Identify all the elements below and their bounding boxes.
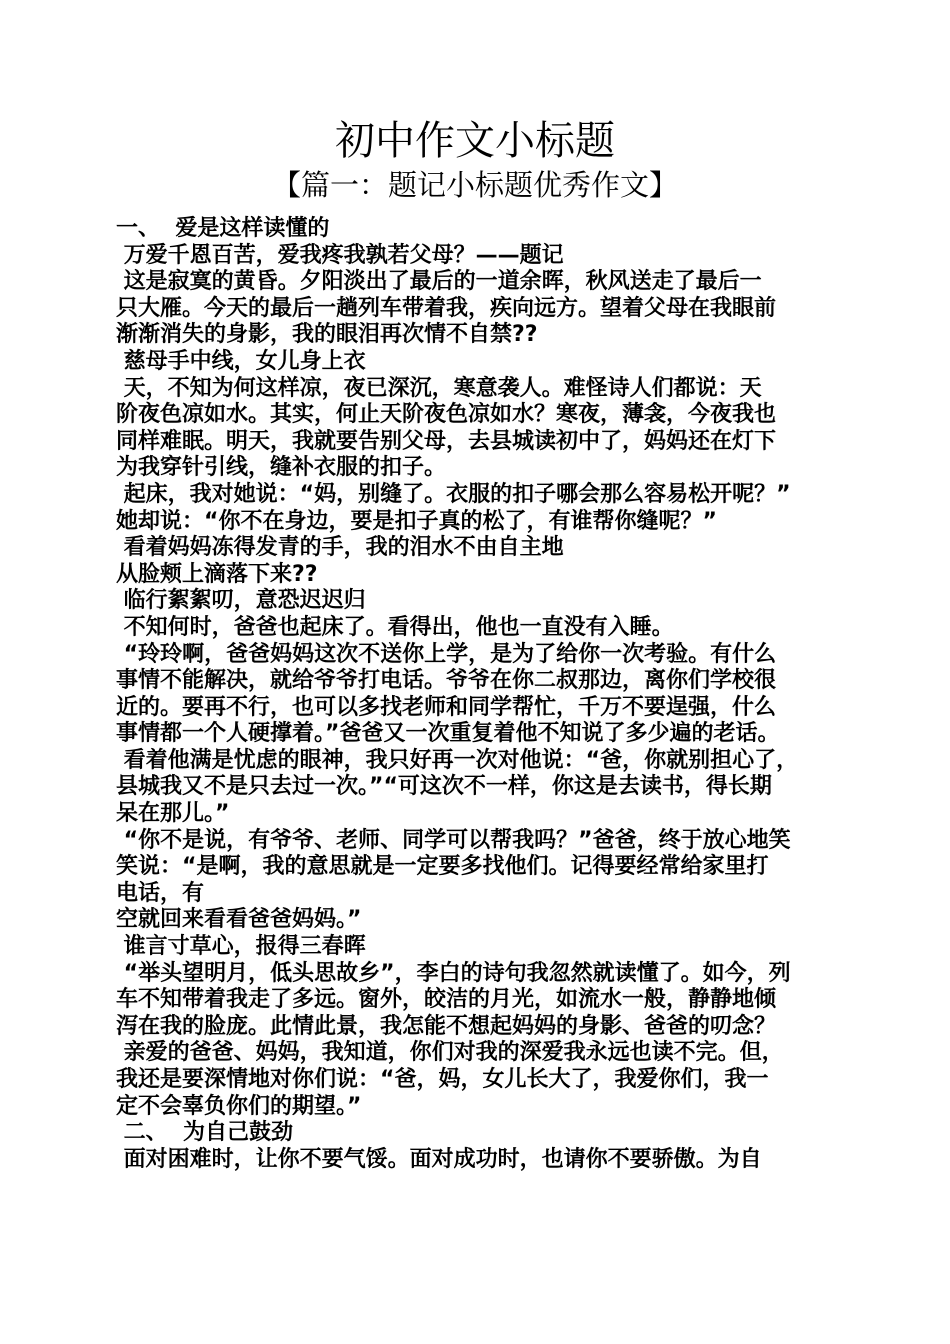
text-line: 呆在那儿。” xyxy=(116,801,230,827)
text-line: 谁言寸草心，报得三春晖 xyxy=(116,934,366,960)
text-line: 事情不能解决，就给爷爷打电话。爷爷在你二叔那边，离你们学校很 xyxy=(116,668,777,694)
text-line: 不知何时，爸爸也起床了。看得出，他也一直没有入睡。 xyxy=(116,614,674,640)
text-line: 同样难眠。明天，我就要告别父母，去县城读初中了，妈妈还在灯下 xyxy=(116,428,777,454)
text-line: 慈母手中线，女儿身上衣 xyxy=(116,348,366,374)
text-line: 她却说：“你不在身边，要是扣子真的松了，有谁帮你缝呢？” xyxy=(116,508,717,534)
text-line: “举头望明月，低头思故乡”，李白的诗句我忽然就读懂了。如今，列 xyxy=(116,960,791,986)
text-line: 天，不知为何这样凉，夜已深沉，寒意袭人。难怪诗人们都说：天 xyxy=(116,375,762,401)
text-line: 笑说：“是啊，我的意思就是一定要多找他们。记得要经常给家里打 xyxy=(116,854,769,880)
document-subtitle: 【篇一：题记小标题优秀作文】 xyxy=(271,168,678,202)
text-line: 只大雁。今天的最后一趟列车带着我，疾向远方。望着父母在我眼前 xyxy=(116,295,777,321)
text-line: “你不是说，有爷爷、老师、同学可以帮我吗？”爸爸，终于放心地笑 xyxy=(116,827,791,853)
text-line: 渐渐消失的身影，我的眼泪再次情不自禁?? xyxy=(116,322,538,348)
text-line: 一、 爱是这样读懂的 xyxy=(116,216,330,241)
text-line: 看着妈妈冻得发青的手，我的泪水不由自主地 xyxy=(116,535,564,561)
text-line: 事情都一个人硬撑着。”爸爸又一次重复着他不知说了多少遍的老话。 xyxy=(116,721,780,747)
text-line: 万爱千恩百苦，爱我疼我孰若父母？——题记 xyxy=(116,242,564,268)
text-line: 面对困难时，让你不要气馁。面对成功时，也请你不要骄傲。为自 xyxy=(116,1146,762,1172)
text-line: 亲爱的爸爸、妈妈，我知道，你们对我的深爱我永远也读不完。但， xyxy=(116,1040,784,1066)
text-line: 起床，我对她说：“妈，别缝了。衣服的扣子哪会那么容易松开呢？” xyxy=(116,481,791,507)
text-line: 泻在我的脸庞。此情此景，我怎能不想起妈妈的身影、爸爸的叨念？ xyxy=(116,1013,777,1039)
text-line: 定不会辜负你们的期望。” xyxy=(116,1093,362,1119)
text-line: 我还是要深情地对你们说：“爸，妈，女儿长大了，我爱你们，我一 xyxy=(116,1067,769,1092)
text-line: 为我穿针引线，缝补衣服的扣子。 xyxy=(116,455,447,481)
text-line: 临行絮絮叨，意恐迟迟归 xyxy=(116,588,366,614)
text-line: 空就回来看看爸爸妈妈。” xyxy=(116,907,362,933)
text-line: 阶夜色凉如水。其实，何止天阶夜色凉如水？寒夜，薄衾，今夜我也 xyxy=(116,402,777,428)
document-title: 初中作文小标题 xyxy=(335,118,615,164)
text-line: 县城我又不是只去过一次。”“可这次不一样，你这是去读书，得长期 xyxy=(116,774,772,800)
text-line: 从脸颊上滴落下来?? xyxy=(116,561,318,587)
text-line: 电话，有 xyxy=(116,880,205,906)
text-line: 近的。要再不行，也可以多找老师和同学帮忙，千万不要逞强，什么 xyxy=(116,694,777,720)
text-line: 看着他满是忧虑的眼神，我只好再一次对他说：“爸，你就别担心了， xyxy=(116,747,799,773)
text-line: “玲玲啊，爸爸妈妈这次不送你上学，是为了给你一次考验。有什么 xyxy=(116,641,777,667)
document-body xyxy=(116,216,840,1173)
text-line: 这是寂寞的黄昏。夕阳淡出了最后的一道余晖，秋风送走了最后一 xyxy=(116,269,762,295)
text-line: 车不知带着我走了多远。窗外，皎洁的月光，如流水一般，静静地倾 xyxy=(116,987,777,1013)
text-line: 二、 为自己鼓劲 xyxy=(116,1120,293,1146)
